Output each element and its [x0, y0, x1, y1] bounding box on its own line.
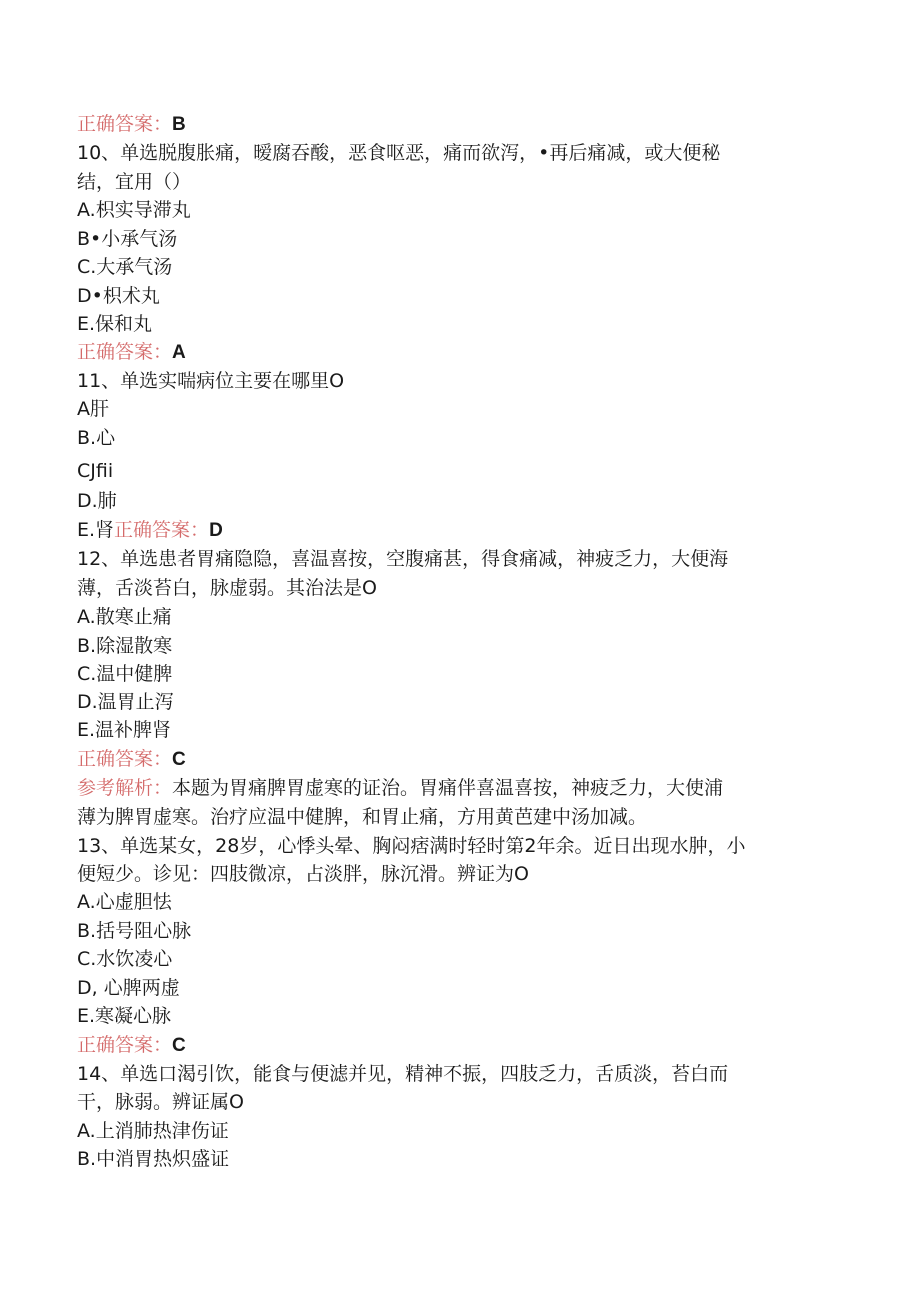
answer-line-q10 — [77, 340, 186, 365]
answer-label: 正确答案： — [77, 113, 173, 135]
question-10-option-c: C.大承气汤 — [77, 256, 173, 278]
question-11-option-d: D.肺 — [77, 490, 117, 512]
question-10-stem-line-1: 10、单选脱腹胀痛，暧腐吞酸，恶食呕恶，痛而欲泻，•再后痛减，或大便秘 — [77, 142, 721, 164]
answer-key: C — [172, 749, 186, 770]
analysis-line-2: 薄为脾胃虚寒。治疗应温中健脾，和胃止痛，方用黄芭建中汤加减。 — [77, 806, 648, 828]
question-14-stem-line-2: 干，脉弱。辨证属O — [77, 1091, 244, 1113]
question-14-stem-line-1: 14、单选口渴引饮，能食与便滤并见，精神不振，四肢乏力，舌质淡，苔白而 — [77, 1063, 729, 1085]
analysis-line-1 — [77, 776, 723, 800]
question-13-option-a: A.心虚胆怯 — [77, 891, 172, 913]
question-10-option-d: D•枳术丸 — [77, 285, 160, 307]
answer-label: 正确答案： — [77, 748, 173, 770]
analysis-text-1: 本题为胃痛脾胃虚寒的证治。胃痛伴喜温喜按，神疲乏力，大使浦 — [172, 777, 724, 799]
answer-key: B — [172, 114, 186, 135]
answer-line-q13 — [77, 1033, 186, 1058]
question-13-option-b: B.括号阻心脉 — [77, 920, 192, 942]
question-11-option-e-with-answer — [77, 518, 223, 543]
question-10-option-b: B•小承气汤 — [77, 228, 178, 250]
question-11-stem-line-1: 11、单选实喘病位主要在哪里O — [77, 370, 345, 392]
question-13-stem-line-2: 便短少。诊见：四肢微凉，占淡胖，脉沉滑。辨证为O — [77, 863, 529, 885]
question-13-option-c: C.水饮凌心 — [77, 948, 173, 970]
question-12-option-c: C.温中健脾 — [77, 663, 173, 685]
question-10-option-e: E.保和丸 — [77, 313, 153, 335]
answer-line-q12 — [77, 747, 186, 772]
analysis-label: 参考解析： — [77, 777, 173, 799]
question-11-option-a: A肝 — [77, 398, 109, 420]
question-10-stem-line-2: 结，宜用（） — [77, 171, 192, 193]
question-11-option-c: CJfii — [77, 460, 114, 482]
question-12-option-a: A.散寒止痛 — [77, 606, 172, 628]
question-11-option-b: B.心 — [77, 427, 116, 449]
answer-key: A — [172, 342, 186, 363]
answer-key: D — [209, 520, 223, 541]
question-12-option-d: D.温胃止泻 — [77, 691, 174, 713]
question-14-option-a: A.上消肺热津伤证 — [77, 1120, 229, 1142]
question-13-option-e: E.寒凝心脉 — [77, 1005, 172, 1027]
question-14-option-b: B.中消胃热炽盛证 — [77, 1148, 230, 1170]
question-12-stem-line-2: 薄，舌淡苔白，脉虚弱。其治法是O — [77, 577, 377, 599]
answer-line-q9 — [77, 112, 186, 137]
answer-label: 正确答案： — [77, 1034, 173, 1056]
question-10-option-a: A.枳实导滞丸 — [77, 199, 191, 221]
answer-label: 正确答案： — [114, 519, 210, 541]
question-12-option-e: E.温补脾肾 — [77, 719, 172, 741]
answer-key: C — [172, 1035, 186, 1056]
answer-label: 正确答案： — [77, 341, 173, 363]
question-12-option-b: B.除湿散寒 — [77, 635, 173, 657]
question-13-option-d: D, 心脾两虚 — [77, 977, 180, 999]
question-11-option-e: E.肾 — [77, 519, 115, 541]
question-13-stem-line-1: 13、单选某女，28岁，心悸头晕、胸闷痞满时轻时第2年余。近日出现水肿，小 — [77, 835, 746, 857]
question-12-stem-line-1: 12、单选患者胃痛隐隐，喜温喜按，空腹痛甚，得食痛减，神疲乏力，大便海 — [77, 548, 729, 570]
